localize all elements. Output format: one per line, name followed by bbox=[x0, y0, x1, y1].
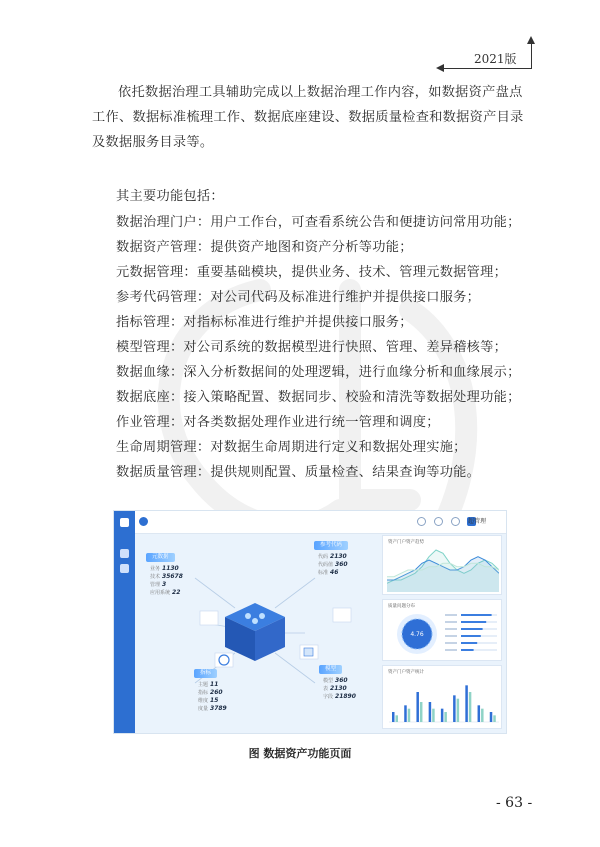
quality-progress-list bbox=[445, 614, 499, 658]
list-item: 数据血缘：深入分析数据间的处理逻辑，进行血缘分析和血缘展示； bbox=[116, 365, 521, 380]
progress-fill bbox=[461, 642, 477, 644]
quality-donut bbox=[393, 610, 441, 658]
quality-panel bbox=[382, 599, 502, 661]
trend-panel bbox=[382, 535, 502, 595]
figure-caption: 图 数据资产功能页面 bbox=[248, 747, 352, 760]
progress-label bbox=[445, 635, 457, 637]
bar bbox=[465, 685, 468, 722]
list-item: 作业管理：对各类数据处理作业进行统一管理和调度； bbox=[116, 415, 440, 430]
bar bbox=[396, 715, 399, 722]
bar bbox=[490, 712, 493, 722]
panel-title: 资产门户资产统计 bbox=[388, 670, 424, 675]
progress-label bbox=[445, 621, 457, 623]
stat-row: 技术 35678 bbox=[150, 573, 183, 580]
stat-row: 标准 46 bbox=[318, 569, 339, 576]
stat-title: 元数据 bbox=[146, 553, 175, 562]
header-rule bbox=[440, 68, 532, 69]
user-name[interactable]: 超管理 bbox=[467, 518, 486, 525]
bar bbox=[478, 705, 481, 722]
app-topbar bbox=[135, 511, 506, 534]
list-item: 元数据管理：重要基础模块，提供业务、技术、管理元数据管理； bbox=[116, 265, 508, 280]
stat-row: 模型 360 bbox=[323, 677, 348, 684]
progress-fill bbox=[461, 621, 486, 623]
list-item: 数据资产管理：提供资产地图和资产分析等功能； bbox=[116, 240, 413, 255]
bar bbox=[408, 709, 411, 722]
stat-row: 度量 3789 bbox=[198, 705, 227, 712]
bar bbox=[392, 712, 395, 722]
figure-screenshot bbox=[113, 510, 507, 734]
bar bbox=[429, 702, 432, 722]
stat-row: 管理 3 bbox=[150, 581, 167, 588]
stat-row: 字段 21890 bbox=[323, 693, 356, 700]
star-icon[interactable] bbox=[434, 517, 443, 526]
intro-paragraph: 依托数据治理工具辅助完成以上数据治理工作内容，如数据资产盘点工作、数据标准梳理工作、数据底座建设、数据质量检查和数据资产目录及数据服务目录等。 bbox=[92, 85, 524, 150]
stat-row: 指标 260 bbox=[198, 689, 223, 696]
progress-label bbox=[445, 614, 457, 616]
trend-chart bbox=[387, 546, 499, 592]
progress-fill bbox=[461, 635, 481, 637]
progress-label bbox=[445, 649, 457, 651]
settings-icon[interactable] bbox=[451, 517, 460, 526]
nav-home-icon[interactable] bbox=[139, 517, 148, 526]
edition-label: 2021版 bbox=[474, 52, 517, 66]
stats-panel bbox=[382, 665, 502, 729]
list-item: 数据质量管理：提供规则配置、质量检查、结果查询等功能。 bbox=[116, 465, 481, 480]
bar bbox=[469, 692, 472, 722]
bar bbox=[404, 705, 407, 722]
stat-row: 代码值 360 bbox=[318, 561, 348, 568]
list-item: 指标管理：对指标标准进行维护并提供接口服务； bbox=[116, 315, 413, 330]
app-sidebar bbox=[114, 511, 135, 733]
bar bbox=[481, 709, 484, 722]
progress-label bbox=[445, 642, 457, 644]
progress-fill bbox=[461, 649, 474, 651]
header-arrow-left-icon bbox=[436, 64, 444, 72]
notification-icon[interactable] bbox=[417, 517, 426, 526]
list-item: 数据底座：接入策略配置、数据同步、校验和清洗等数据处理功能； bbox=[116, 390, 521, 405]
sidebar-item-icon[interactable] bbox=[120, 564, 129, 573]
stat-row: 表 2130 bbox=[323, 685, 347, 692]
data-cube-icon bbox=[225, 603, 285, 661]
stat-title: 参考代码 bbox=[314, 541, 348, 550]
lead-line: 其主要功能包括： bbox=[116, 189, 224, 204]
stats-bar-chart bbox=[389, 678, 499, 726]
stat-title: 模型 bbox=[319, 665, 342, 674]
list-item: 数据治理门户：用户工作台，可查看系统公告和便捷访问常用功能； bbox=[116, 215, 521, 230]
list-item: 生命周期管理：对数据生命周期进行定义和数据处理实施； bbox=[116, 440, 467, 455]
stat-title: 指标 bbox=[194, 669, 217, 678]
header-arrow-icon bbox=[527, 36, 535, 44]
bar bbox=[493, 715, 496, 722]
panel-title: 资产门户资产趋势 bbox=[388, 540, 424, 545]
panel-title: 质量问题分布 bbox=[388, 604, 415, 609]
bar bbox=[457, 699, 460, 722]
list-item: 模型管理：对公司系统的数据模型进行快照、管理、差异稽核等； bbox=[116, 340, 508, 355]
progress-fill bbox=[461, 614, 492, 616]
bar bbox=[453, 695, 456, 722]
progress-fill bbox=[461, 628, 483, 630]
page-number: - 63 - bbox=[496, 795, 533, 811]
bar bbox=[416, 692, 419, 722]
header-vertical-rule bbox=[531, 44, 532, 69]
bar bbox=[432, 709, 435, 722]
bar bbox=[441, 709, 444, 722]
stat-row: 业务 1130 bbox=[150, 565, 179, 572]
bar bbox=[444, 712, 447, 722]
stat-row: 维度 15 bbox=[198, 697, 219, 704]
stat-row: 代码 2130 bbox=[318, 553, 347, 560]
sidebar-item-icon[interactable] bbox=[120, 549, 129, 558]
bar bbox=[420, 702, 423, 722]
quality-value: 4.76 bbox=[410, 631, 424, 638]
stat-row: 应用系统 22 bbox=[150, 589, 181, 596]
progress-label bbox=[445, 628, 457, 630]
trend-area bbox=[387, 563, 499, 592]
stat-row: 主题 11 bbox=[198, 681, 219, 688]
sidebar-home-icon[interactable] bbox=[120, 518, 129, 527]
list-item: 参考代码管理：对公司代码及标准进行维护并提供接口服务； bbox=[116, 290, 481, 305]
